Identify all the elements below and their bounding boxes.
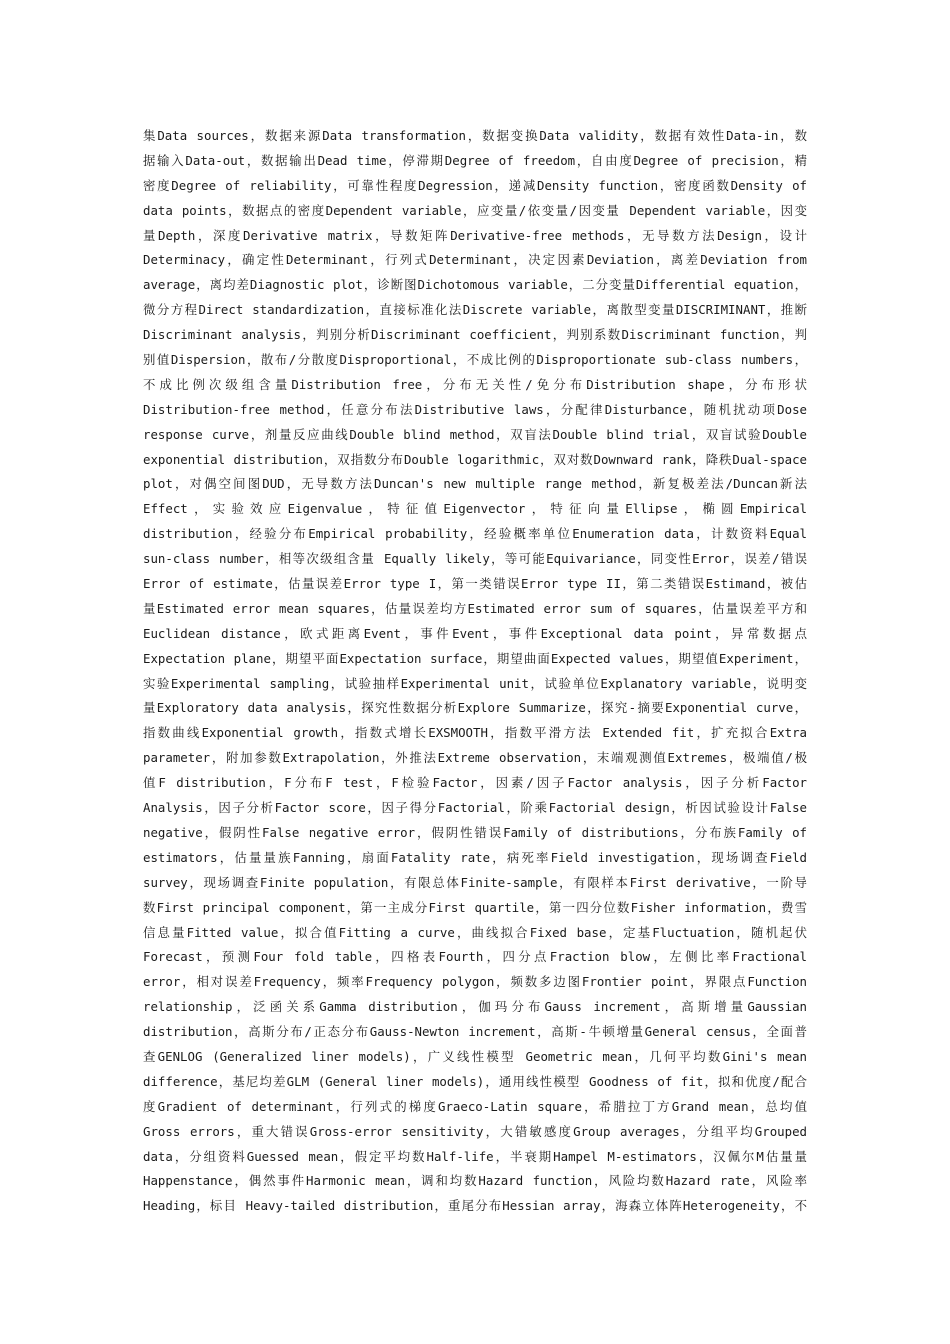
text-line: Analysis，因子分析Factor score，因子得分Factorial，阶乘Factorial design，析因试验设计False (143, 800, 807, 816)
text-line: 别值Dispersion，散布/分散度Disproportional，不成比例的Disproportionate sub-class numbers， (143, 352, 807, 368)
text-line: Expectation plane，期望平面Expectation surface，期望曲面Expected values，期望值Experiment， (143, 650, 807, 666)
text-line: relationship，泛函关系Gamma distribution，伽玛分布Gauss increment，高斯增量Gaussian (143, 999, 807, 1015)
text-line: plot，对偶空间图DUD，无导数方法Duncan's new multiple range method，新复极差法/Duncan新法 (143, 476, 807, 492)
text-line: sun-class number，相等次级组含量 Equally likely，等可能Equivariance，同变性Error，误差/错误 (143, 551, 807, 567)
text-line: exponential distribution，双指数分布Double logarithmic，双对数Downward rank，降秩Dual-space (143, 451, 807, 467)
text-line: error，相对误差Frequency，频率Frequency polygon，频数多边图Frontier point，界限点Function (143, 974, 807, 990)
text-line: 实验Experimental sampling，试验抽样Experimental unit，试验单位Explanatory variable，说明变 (143, 675, 807, 691)
text-line: response curve，剂量反应曲线Double blind method，双盲法Double blind trial，双盲试验Double (143, 426, 807, 442)
text-line: 据输入Data-out，数据输出Dead time，停滞期Degree of freedom，自由度Degree of precision，精 (143, 152, 807, 168)
text-line: Euclidean distance，欧式距离Event，事件Event，事件Exceptional data point，异常数据点 (143, 625, 807, 641)
text-line: Happenstance，偶然事件Harmonic mean，调和均数Hazard function，风险均数Hazard rate，风险率 (143, 1173, 807, 1189)
text-line: 密度Degree of reliability，可靠性程度Degression，递减Density function，密度函数Density of (143, 177, 807, 193)
text-line: survey，现场调查Finite population，有限总体Finite-sample，有限样本First derivative，一阶导 (143, 874, 807, 890)
text-line: Gross errors，重大错误Gross-error sensitivity，大错敏感度Group averages，分组平均Grouped (143, 1123, 807, 1139)
text-line: negative，假阴性False negative error，假阴性错误Family of distributions，分布族Family of (143, 824, 807, 840)
text-line: estimators，估量量族Fanning，扇面Fatality rate，病死率Field investigation，现场调查Field (143, 849, 807, 865)
text-line: Forecast，预测Four fold table，四格表Fourth，四分点Fraction blow，左侧比率Fractional (143, 949, 807, 965)
text-line: parameter，附加参数Extrapolation，外推法Extreme observation，末端观测值Extremes，极端值/极 (143, 750, 807, 766)
text-line: distribution，高斯分布/正态分布Gauss-Newton increment，高斯-牛顿增量General census，全面普 (143, 1024, 807, 1040)
text-line: Error of estimate，估量误差Error type I，第一类错误Error type II，第二类错误Estimand，被估 (143, 576, 807, 592)
text-line: 查GENLOG (Generalized liner models)，广义线性模型 Geometric mean，几何平均数Gini's mean (143, 1048, 807, 1064)
text-line: Determinacy，确定性Determinant，行列式Determinant，决定因素Deviation，离差Deviation from (143, 252, 807, 268)
text-line: 量Depth，深度Derivative matrix，导数矩阵Derivative-free methods，无导数方法Design，设计 (143, 227, 807, 243)
text-line: Heading，标目 Heavy-tailed distribution，重尾分布Hessian array，海森立体阵Heterogeneity，不 (143, 1198, 807, 1214)
text-line: 不成比例次级组含量Distribution free，分布无关性/免分布Distribution shape，分布形状 (143, 376, 807, 392)
document-body (143, 124, 807, 1219)
text-line: 值F distribution，F分布F test，F检验Factor，因素/因子Factor analysis，因子分析Factor (143, 775, 807, 791)
text-line: 数First principal component，第一主成分First quartile，第一四分位数Fisher information，费雪 (143, 899, 807, 915)
text-line: 信息量Fitted value，拟合值Fitting a curve，曲线拟合Fixed base，定基Fluctuation，随机起伏 (143, 924, 807, 940)
text-line: 量Estimated error mean squares，估量误差均方Estimated error sum of squares，估量误差平方和 (143, 600, 807, 616)
text-line: Effect，实验效应Eigenvalue，特征值Eigenvector，特征向量Ellipse，椭圆Empirical (143, 501, 807, 517)
text-line: difference，基尼均差GLM (General liner models)，通用线性模型 Goodness of fit，拟和优度/配合 (143, 1073, 807, 1089)
text-line: Distribution-free method，任意分布法Distributive laws，分配律Disturbance，随机扰动项Dose (143, 401, 807, 417)
text-line: 微分方程Direct standardization，直接标准化法Discrete variable，离散型变量DISCRIMINANT，推断 (143, 302, 807, 318)
text-line: 指数曲线Exponential growth，指数式增长EXSMOOTH，指数平滑方法 Extended fit，扩充拟合Extra (143, 725, 807, 741)
text-line: distribution，经验分布Empirical probability，经验概率单位Enumeration data，计数资料Equal (143, 526, 807, 542)
text-line: data points，数据点的密度Dependent variable，应变量/依变量/因变量 Dependent variable，因变 (143, 202, 807, 218)
text-line: 集Data sources，数据来源Data transformation，数据变换Data validity，数据有效性Data-in，数 (143, 128, 807, 143)
text-line: data，分组资料Guessed mean，假定平均数Half-life，半衰期Hampel M-estimators，汉佩尔M估量量 (143, 1148, 807, 1164)
text-line: average，离均差Diagnostic plot，诊断图Dichotomous variable，二分变量Differential equation， (143, 277, 807, 293)
text-line: Discriminant analysis，判别分析Discriminant coefficient，判别系数Discriminant function，判 (143, 327, 807, 343)
text-line: 度Gradient of determinant，行列式的梯度Graeco-Latin square，希腊拉丁方Grand mean，总均值 (143, 1098, 807, 1114)
text-line: 量Exploratory data analysis，探究性数据分析Explore Summarize，探究-摘要Exponential curve， (143, 700, 807, 716)
